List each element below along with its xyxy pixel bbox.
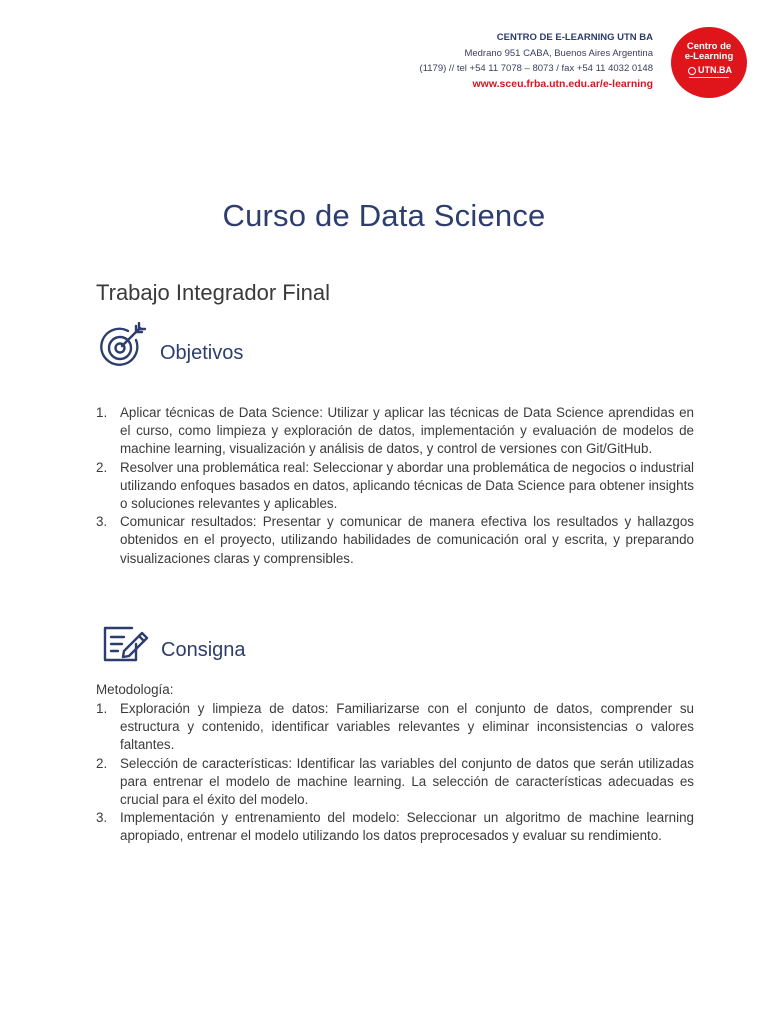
website-link[interactable]: www.sceu.frba.utn.edu.ar/e-learning [472, 77, 653, 90]
consigna-heading: Consigna [161, 639, 246, 661]
list-item-number: 1. [96, 405, 108, 420]
phone-fax: (1179) // tel +54 11 7078 – 8073 / fax +54 11 4032 0148 [419, 63, 653, 74]
list-item-text: Exploración y limpieza de datos: Familiarizarse con el conjunto de datos, comprender su estructura y contenido, identificar variables relevantes y eliminar inconsistencias o valores faltantes. [120, 701, 694, 753]
logo-line-3: UTN.BA [698, 65, 732, 75]
org-name: CENTRO DE E-LEARNING UTN BA [496, 32, 653, 43]
header-contact-block [420, 30, 653, 92]
list-item-text: Implementación y entrenamiento del modelo: Seleccionar un algoritmo de machine learning apropiado, entrenar el modelo utilizando los datos preprocesados y evaluar su rendimiento. [120, 810, 694, 844]
list-item-text: Resolver una problemática real: Seleccionar y abordar una problemática de negocios o industrial utilizando enfoques basados en datos, aplicando técnicas de Data Science para obtener insights o soluciones relevantes y aplicables. [120, 459, 694, 512]
list-item [96, 459, 694, 514]
logo-line-1: Centro de [686, 41, 732, 52]
objetivos-heading: Objetivos [160, 342, 244, 364]
metodologia-label: Metodología: [96, 682, 174, 697]
list-item-text: Comunicar resultados: Presentar y comunicar de manera efectiva los resultados y hallazgos obtenidos en el proyecto, utilizando habilidades de comunicación oral y escrita, y preparando visualizaciones claras y comprensibles. [120, 514, 694, 566]
list-item [96, 700, 694, 755]
consigna-list [96, 700, 694, 846]
address: Medrano 951 CABA, Buenos Aires Argentina [464, 47, 653, 59]
list-item-number: 2. [96, 459, 108, 475]
list-item-number: 3. [96, 810, 108, 826]
document-edit-icon [102, 624, 152, 669]
list-item-number: 3. [96, 514, 108, 530]
logo-divider [689, 77, 729, 78]
list-item-number: 1. [96, 701, 108, 716]
document-title: Curso de Data Science [222, 198, 546, 233]
document-subtitle: Trabajo Integrador Final [96, 280, 330, 305]
target-icon [100, 322, 150, 375]
utn-seal-icon [688, 67, 696, 75]
objetivos-list [96, 404, 694, 568]
list-item-text: Selección de características: Identificar las variables del conjunto de datos que serán utilizadas para entrenar el modelo de machine learning. La selección de características adecuadas es crucial para el éxito del modelo. [120, 755, 694, 808]
utn-elearning-logo [671, 27, 747, 98]
list-item [96, 513, 694, 568]
list-item-number: 2. [96, 755, 108, 771]
logo-line-2: e-Learning [684, 51, 734, 62]
list-item [96, 755, 694, 810]
list-item-text: Aplicar técnicas de Data Science: Utilizar y aplicar las técnicas de Data Science aprendidas en el curso, como limpieza y exploración de datos, implementación y evaluación de modelos de machine learning, visualización y análisis de datos, y control de versiones con Git/GitHub. [120, 405, 694, 457]
list-item [96, 809, 694, 845]
list-item [96, 404, 694, 459]
